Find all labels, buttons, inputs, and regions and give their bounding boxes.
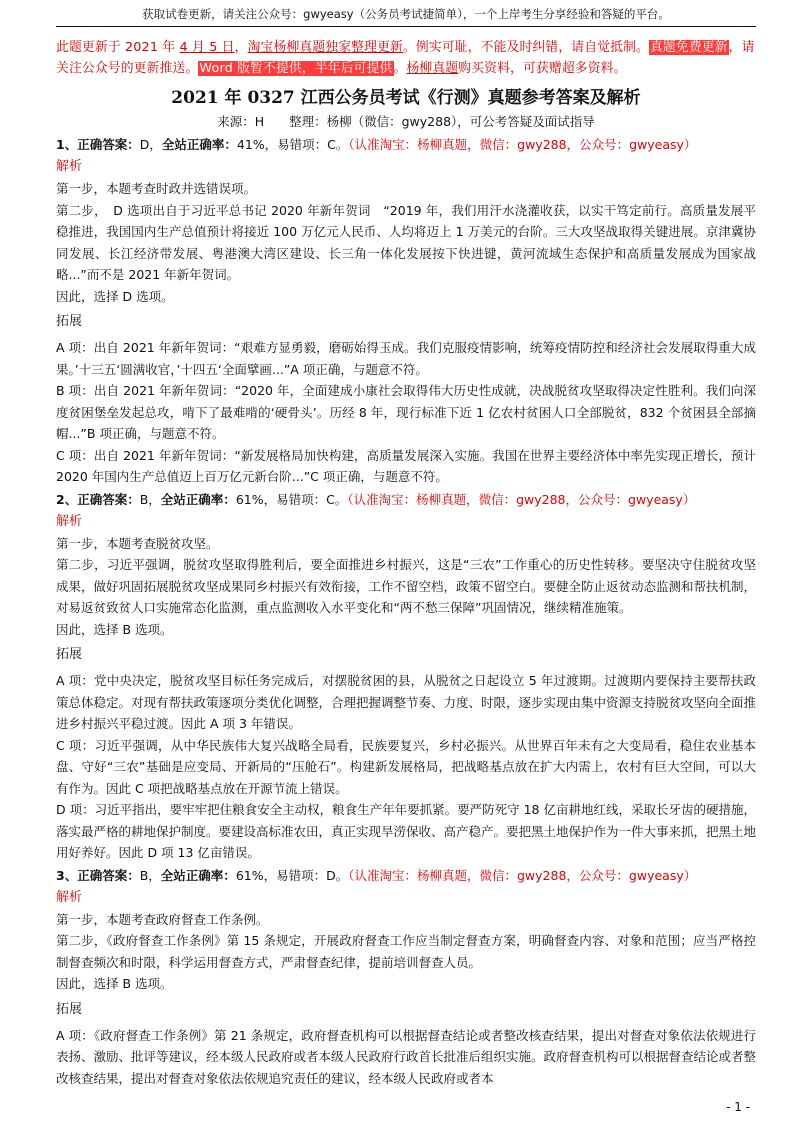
analysis-conclusion: 因此，选择 B 选项。: [56, 621, 173, 637]
document-title: 2021 年 0327 江西公务员考试《行测》真题参考答案及解析: [171, 88, 641, 108]
question-number: 3、: [56, 867, 78, 883]
notice-text: ，: [234, 40, 248, 55]
notice-free-highlight: 真题免费更新: [649, 40, 728, 55]
rate-label: 全站正确率：: [161, 137, 237, 152]
analysis-heading: 解析: [56, 889, 83, 905]
notice-taobao-link[interactable]: 淘宝杨柳真题独家整理更新: [247, 40, 403, 55]
question-header: [56, 489, 756, 511]
extension-option: B 项：出自 2021 年新年贺词：“2020 年，全面建成小康社会取得伟大历史性成就，决战脱贫攻坚取得决定性胜利。我们向深度贫困堡垒发起总攻，啃下了最难啃的‘硬骨头’。历经 8 年，现行标准下近 1 亿农村贫困人口全部脱贫，832 个贫困县全部摘帽...”B 项正确，与题意不符。: [56, 383, 756, 441]
extension-option: C 项：习近平强调，从中华民族伟大复兴战略全局看，民族要复兴，乡村必振兴。从世界百年未有之大变局看，稳住农业基本盘、守好“三农”基础是应变局、开新局的“压舱石”。构建新发展格局，把战略基点放在扩大内需上，农村有巨大空间，可以大有作为。因此 C 项把战略基点放在开源节流上错误。: [56, 737, 756, 796]
notice-text: ，请关注公众号的更新推送。: [56, 40, 755, 76]
rate-label: 全站正确率：: [160, 491, 236, 507]
answer-value: B，: [139, 867, 161, 883]
analysis-heading: 解析: [56, 159, 83, 174]
update-notice: [56, 37, 756, 79]
analysis-conclusion: 因此，选择 B 选项。: [56, 976, 173, 991]
wrong-option: 易错项：C。: [276, 491, 348, 507]
answer-label: 正确答案：: [77, 137, 140, 152]
extension-heading: 拓展: [56, 314, 83, 329]
ad-text: （认准淘宝：杨柳真题，微信：gwy288，公众号：gwyeasy）: [348, 137, 697, 152]
question-header: [56, 865, 756, 887]
document-source: 来源：H 整理：杨柳（微信：gwy288），可公考答疑及面试指导: [217, 114, 595, 129]
ad-text: （认准淘宝：杨柳真题，微信：gwy288，公众号：gwyeasy）: [348, 867, 697, 883]
rate-value: 61%，: [235, 491, 277, 507]
answer-label: 正确答案：: [77, 867, 140, 883]
notice-text: 。: [393, 61, 407, 76]
notice-date: 4 月 5 日: [179, 40, 235, 55]
page-header: 获取试卷更新，请关注公众号：gwyeasy（公务员考试捷简单），一个上岸考生分享经验和答疑的平台。: [142, 7, 670, 21]
analysis-step: 第二步， D 选项出自于习近平总书记 2020 年新年贺词 “2019 年，我们用汗水浇灌收获，以实干笃定前行。高质量发展平稳推进，我国国内生产总值预计将接近 100 万亿元人民币、人均将迈上 1 万美元的台阶。三大攻坚战取得关键进展。京津冀协同发展、长江经济带发展、粤港澳大湾区建设、长三角一体化发展按下快进键，黄河流域生态保护和高质量发展成为国家战略...”而不是 2021 年新年贺词。: [56, 202, 756, 282]
question-header: [56, 134, 756, 156]
extension-option: A 项：《政府督查工作条例》第 21 条规定，政府督查机构可以根据督查结论或者整改核查结果，提出对督查对象依法依规进行表扬、激励、批评等建议，经本级人民政府或者本级人民政府行政首长批准后组织实施。政府督查机构可以根据督查结论或者整改核查结果，提出对督查对象依法依规追究责任的建议，经本级人民政府或者本: [56, 1027, 757, 1086]
extension-option: C 项：出自 2021 年新年贺词：“新发展格局加快构建，高质量发展深入实施。我国在世界主要经济体中率先实现正增长，预计 2020 年国内生产总值迈上百万亿元新台阶...”C 项正确，与题意不符。: [56, 447, 756, 484]
notice-text: 。例实可耻，不能及时纠错，请自觉抵制。: [402, 40, 649, 55]
page-number: - 1 -: [726, 1100, 750, 1114]
wrong-option: 易错项：C。: [277, 137, 349, 152]
analysis-step: 第二步，《政府督查工作条例》第 15 条规定，开展政府督查工作应当制定督查方案，明确督查内容、对象和范围；应当严格控制督查频次和时限，科学运用督查方式，严肃督查纪律，提前培训督查人员。: [56, 933, 756, 970]
extension-heading: 拓展: [56, 1001, 83, 1017]
question-number: 2、: [56, 491, 78, 507]
answer-value: B，: [139, 491, 161, 507]
analysis-step: 第一步，本题考查脱贫攻坚。: [56, 535, 219, 551]
analysis-step: 第二步，习近平强调，脱贫攻坚取得胜利后，要全面推进乡村振兴，这是“三农”工作重心的历史性转移。要坚决守住脱贫攻坚成果，做好巩固拓展脱贫攻坚成果同乡村振兴有效衔接，工作不留空档，政策不留空白。要健全防止返贫动态监测和帮扶机制，对易返贫致贫人口实施常态化监测，重点监测收入水平变化和“两不愁三保障”巩固情况，继续精准施策。: [56, 557, 757, 615]
header-rule: [56, 26, 756, 27]
rate-value: 61%，: [235, 867, 277, 883]
analysis-step: 第一步，本题考查政府督查工作条例。: [56, 911, 269, 927]
rate-label: 全站正确率：: [160, 867, 236, 883]
notice-shop-link[interactable]: 杨柳真题: [406, 61, 459, 76]
extension-option: A 项：出自 2021 年新年贺词：“艰难方显勇毅，磨砺始得玉成。我们克服疫情影响，统筹疫情防控和经济社会发展取得重大成果。’十三五‘圆满收官，’十四五‘全面擘画...”A 项正确，与题意不符。: [56, 340, 756, 377]
analysis-heading: 解析: [56, 513, 83, 529]
wrong-option: 易错项：D。: [276, 867, 349, 883]
analysis-conclusion: 因此，选择 D 选项。: [56, 288, 174, 304]
ad-text: （认准淘宝：杨柳真题，微信：gwy288，公众号：gwyeasy）: [347, 491, 696, 507]
answer-value: D，: [139, 137, 162, 152]
notice-word-highlight: Word 版暂不提供，半年后可提供: [199, 61, 393, 76]
extension-heading: 拓展: [56, 647, 83, 662]
extension-option: A 项：党中央决定，脱贫攻坚目标任务完成后，对摆脱贫困的县，从脱贫之日起设立 5 年过渡期。过渡期内要保持主要帮扶政策总体稳定。对现有帮扶政策逐项分类优化调整，合理把握调整节奏、力度、时限，逐步实现由集中资源支持脱贫攻坚向全面推进乡村振兴平稳过渡。因此 A 项 3 年错误。: [56, 673, 757, 731]
rate-value: 41%，: [236, 137, 278, 152]
answer-label: 正确答案：: [77, 491, 140, 507]
analysis-step: 第一步，本题考查时政并选错误项。: [56, 181, 257, 196]
notice-text: 购买资料，可获赠超多资料。: [458, 61, 627, 76]
extension-option: D 项：习近平指出，要牢牢把住粮食安全主动权，粮食生产年年要抓紧。要严防死守 18 亿亩耕地红线，采取长牙齿的硬措施，落实最严格的耕地保护制度。要建设高标准农田，真正实现旱涝保收、高产稳产。要把黑土地保护作为一件大事来抓，把黑土地用好养好。因此 D 项 13 亿亩错误。: [56, 802, 757, 860]
notice-text: 此题更新于 2021 年: [56, 40, 180, 55]
question-number: 1、: [56, 137, 78, 152]
